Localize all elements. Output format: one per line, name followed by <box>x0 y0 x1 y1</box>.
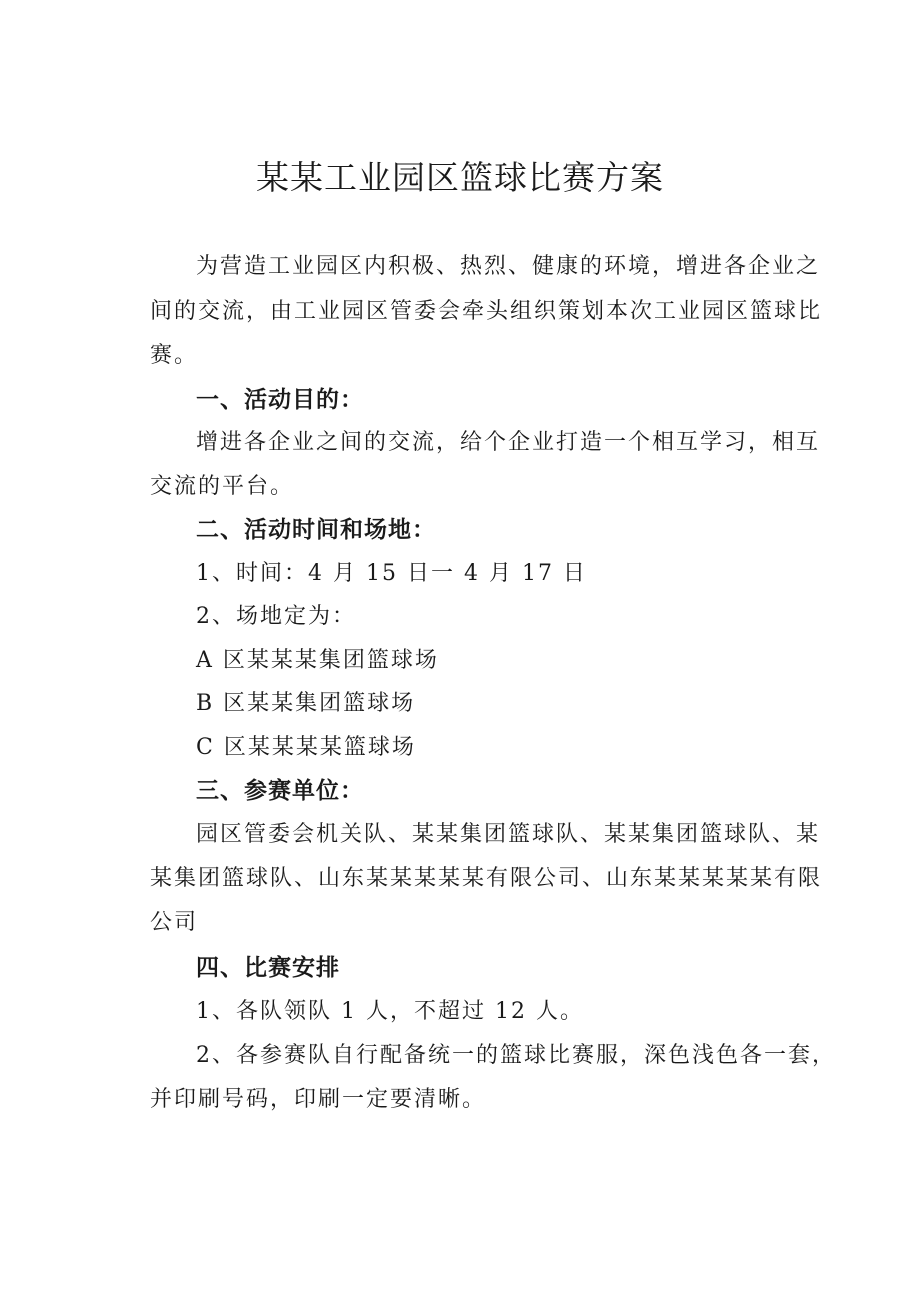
document-title: 某某工业园区篮球比赛方案 <box>256 158 664 197</box>
section-4-line-1: 1、各队领队 1 人，不超过 12 人。 <box>196 999 584 1024</box>
intro-line-1: 为营造工业园区内积极、热烈、健康的环境，增进各企业之 <box>196 254 821 279</box>
section-4-heading: 四、比赛安排 <box>196 955 340 981</box>
section-1-line-2: 交流的平台。 <box>150 474 295 499</box>
section-1-heading: 一、活动目的： <box>196 387 364 413</box>
intro-line-3: 赛。 <box>150 343 199 368</box>
intro-line-2: 间的交流，由工业园区管委会牵头组织策划本次工业园区篮球比 <box>150 299 823 324</box>
section-2-heading: 二、活动时间和场地： <box>196 517 436 543</box>
section-4-line-2: 2、各参赛队自行配备统一的篮球比赛服，深色浅色各一套， <box>196 1043 836 1068</box>
section-1-line-1: 增进各企业之间的交流，给个企业打造一个相互学习，相互 <box>196 430 821 455</box>
section-2-venue-c: C 区某某某某篮球场 <box>196 735 416 760</box>
section-3-line-1: 园区管委会机关队、某某集团篮球队、某某集团篮球队、某 <box>196 822 821 847</box>
section-3-line-2: 某集团篮球队、山东某某某某某有限公司、山东某某某某某有限 <box>150 866 823 891</box>
section-4-line-3: 并印刷号码，印刷一定要清晰。 <box>150 1087 487 1112</box>
section-2-venue-b: B 区某某集团篮球场 <box>196 691 416 716</box>
section-2-venue-a: A 区某某某集团篮球场 <box>196 648 439 673</box>
section-2-time: 1、时间：4 月 15 日一 4 月 17 日 <box>196 561 587 586</box>
section-3-heading: 三、参赛单位： <box>196 778 364 804</box>
section-2-venue-label: 2、场地定为： <box>196 604 356 629</box>
section-3-line-3: 公司 <box>150 910 199 935</box>
